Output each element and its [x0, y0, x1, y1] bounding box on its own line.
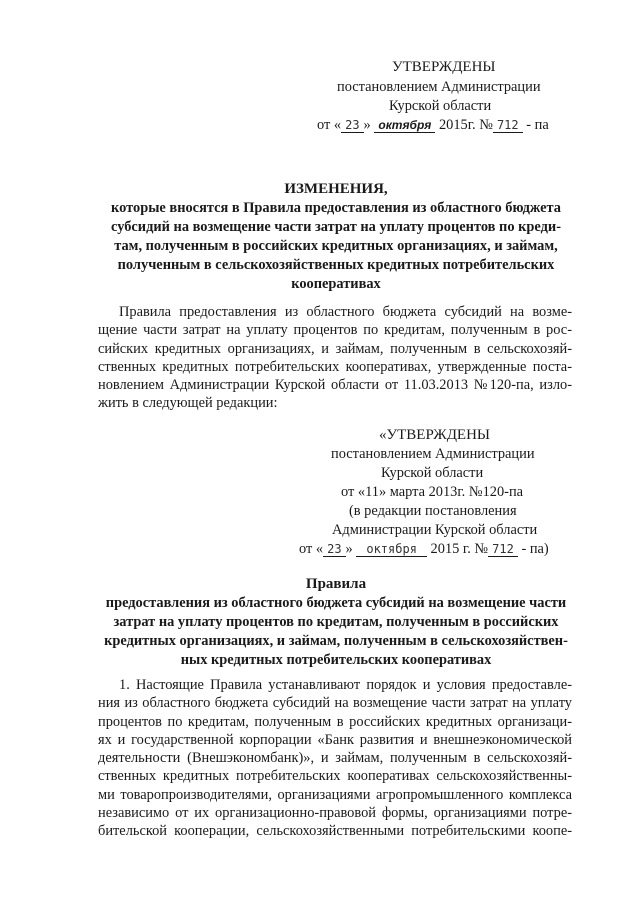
approval2-line-4: (в редакции постановления	[349, 503, 517, 519]
rules-line-2: затрат на уплату процентов по кредитам, полученным в российских	[113, 614, 559, 630]
approval2-line-1: постановлением Администрации	[331, 446, 535, 462]
date-day-close: »	[363, 117, 371, 133]
changes-line-2: субсидий на возмещение части затрат на уплату процентов по креди-	[111, 219, 561, 235]
handwritten-day: 23	[323, 542, 345, 557]
handwritten-day: 23	[341, 118, 363, 133]
number-suffix: - па	[526, 117, 549, 133]
approval2-date-line	[299, 540, 549, 558]
intro-line: сийских кредитных организациях, и займам, полученным в сельскохозяй-	[98, 340, 572, 357]
intro-line: щение части затрат на уплату процентов по кредитам, полученным в рос-	[98, 322, 572, 339]
approval-title: УТВЕРЖДЕНЫ	[392, 59, 496, 75]
changes-title: ИЗМЕНЕНИЯ,	[284, 181, 388, 197]
date-prefix: от «	[317, 117, 342, 133]
intro-line: новлением Администрации Курской области от 11.03.2013 №120-па, изло-	[98, 377, 572, 394]
date-prefix: от «	[299, 541, 324, 557]
approval-date-line	[317, 116, 549, 134]
date-year: 2015г. №	[438, 117, 493, 133]
handwritten-number: 712	[493, 118, 523, 133]
rules-title: Правила	[305, 576, 367, 592]
handwritten-month: октября	[356, 542, 427, 557]
clause-line: процентов по кредитам, полученным в российских кредитных организаци-	[98, 713, 572, 730]
intro-line: Правила предоставления из областного бюджета субсидий на возме-	[119, 304, 572, 320]
approval2-line-5: Администрации Курской области	[332, 522, 538, 538]
approval2-title: «УТВЕРЖДЕНЫ	[379, 427, 491, 443]
approval-line-2: Курской области	[389, 98, 492, 114]
changes-line-1: которые вносятся в Правила предоставления из областного бюджета	[111, 200, 561, 216]
clause-line: ния из областного бюджета субсидий на возмещение части затрат на уплату	[98, 695, 572, 712]
clause-line: ми товаропроизводителями, организациями агропромышленного комплекса	[98, 786, 572, 803]
approval2-line-3: от «11» марта 2013г. №120-па	[341, 484, 524, 500]
changes-line-4: полученным в сельскохозяйственных кредитных потребительских	[117, 257, 555, 273]
approval-line-1: постановлением Администрации	[337, 79, 541, 95]
clause-line: бительской кооперации, сельскохозяйственными потребительскими коопе-	[98, 823, 572, 840]
date-day-close: »	[345, 541, 353, 557]
clause-line: деятельности (Внешэкономбанк)», и займам, полученным в сельскохозяй-	[98, 750, 572, 767]
clause-1	[98, 676, 572, 841]
rules-line-4: ных кредитных потребительских кооперативах	[180, 652, 492, 668]
clause-line: ях и государственной корпорации «Банк развития и внешнеэкономической	[98, 731, 572, 748]
intro-paragraph	[98, 303, 572, 413]
approval2-line-2: Курской области	[381, 465, 484, 481]
date-year: 2015 г. №	[430, 541, 489, 557]
number-suffix: - па)	[521, 541, 549, 557]
rules-line-3: кредитных организациях, и займам, полученным в сельскохозяйствен-	[104, 633, 568, 649]
changes-line-3: там, полученным в российских кредитных организациях, и займам,	[114, 238, 558, 254]
changes-line-5: кооперативах	[291, 276, 381, 292]
intro-line: жить в следующей редакции:	[98, 395, 278, 412]
clause-line: независимо от их организационно-правовой формы, организациями потре-	[98, 805, 572, 822]
intro-line: ственных кредитных потребительских кооперативах, утвержденные поста-	[98, 358, 572, 375]
handwritten-month: октября	[374, 118, 435, 133]
clause-line: ственных кредитных потребительских кооперативах сельскохозяйственны-	[98, 768, 572, 785]
clause-line: 1. Настоящие Правила устанавливают порядок и условия предоставле-	[119, 677, 572, 693]
handwritten-number: 712	[488, 542, 518, 557]
rules-line-1: предоставления из областного бюджета субсидий на возмещение части	[105, 595, 567, 611]
